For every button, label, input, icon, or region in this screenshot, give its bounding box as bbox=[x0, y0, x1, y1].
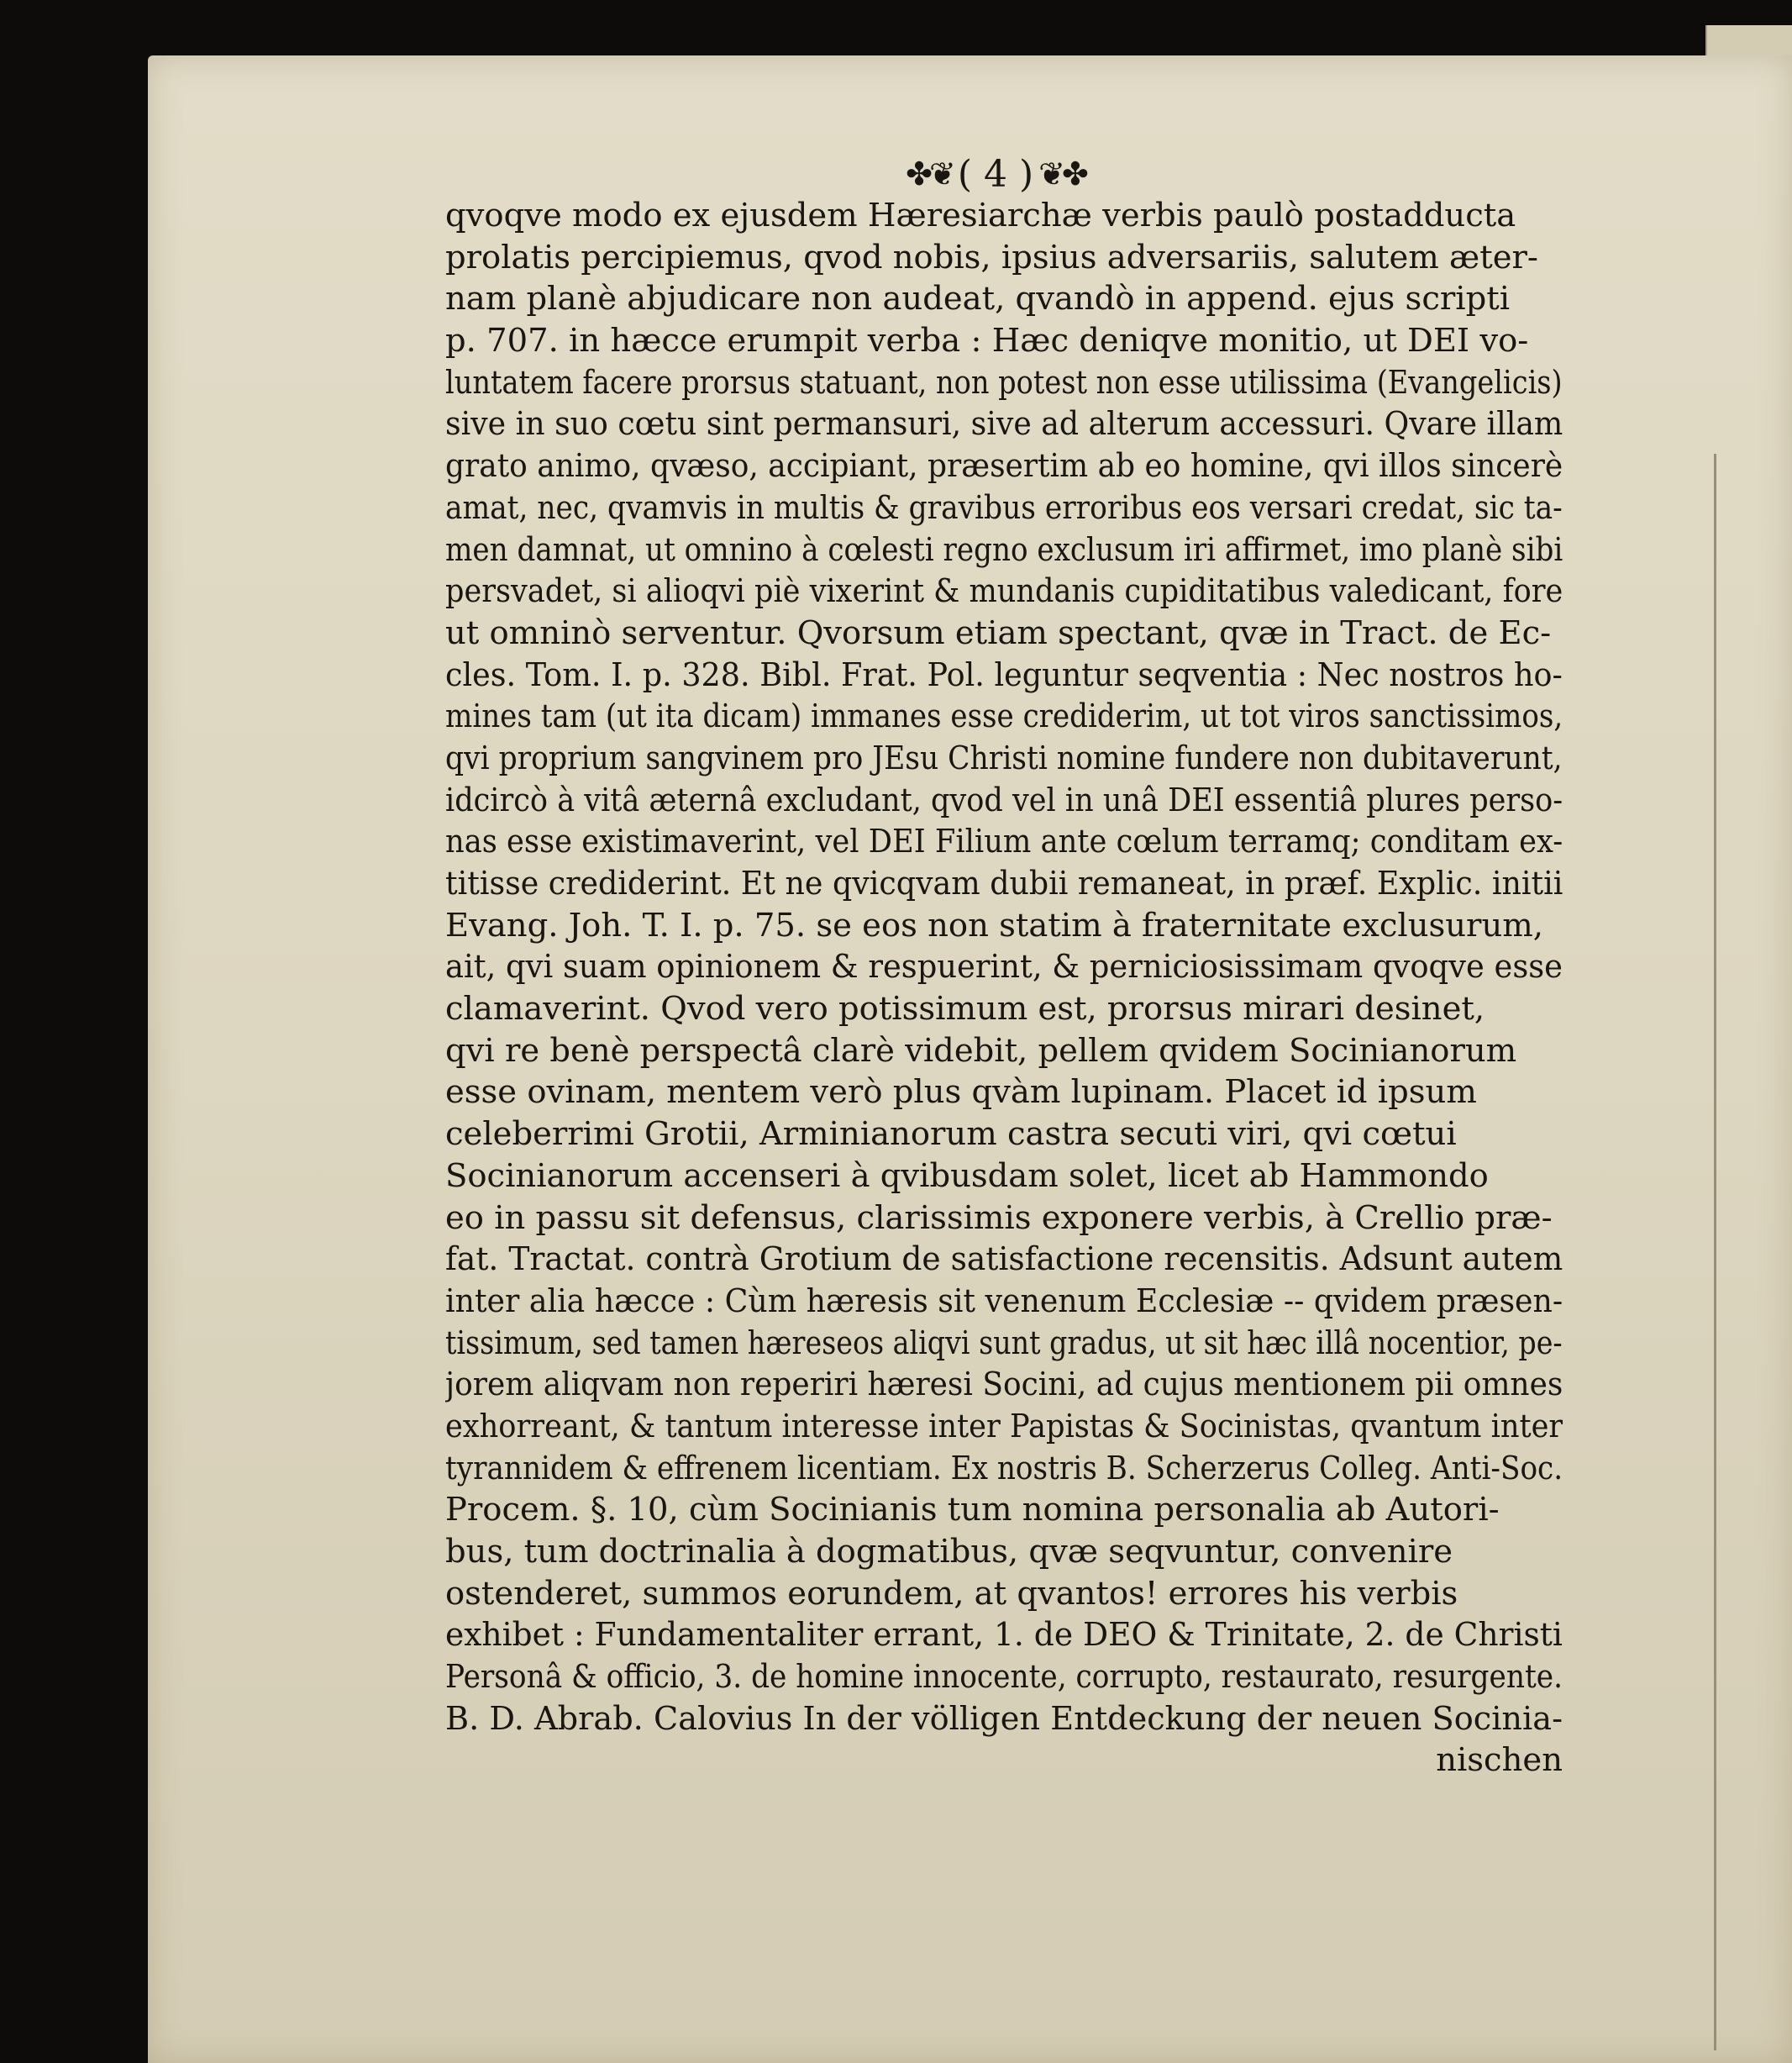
text-line: p. 707. in hæcce erumpit verba : Hæc deniqve monitio, ut DEI vo- bbox=[445, 322, 1529, 360]
page-header bbox=[849, 148, 1143, 200]
text-line: mines tam (ut ita dicam) immanes esse crediderim, ut tot viros sanctissimos, bbox=[445, 697, 1563, 736]
page-gutter-shadow bbox=[1714, 454, 1716, 2050]
text-line: inter alia hæcce : Cùm hæresis sit venenum Ecclesiæ -- qvidem præsen- bbox=[445, 1281, 1563, 1320]
text-line: qvi proprium sangvinem pro JEsu Christi nomine fundere non dubitaverunt, bbox=[445, 739, 1563, 777]
text-line: qvi re benè perspectâ clarè videbit, pellem qvidem Socinianorum bbox=[445, 1031, 1517, 1070]
text-line: Personâ & officio, 3. de homine innocente, corrupto, restaurato, resurgente. bbox=[445, 1658, 1563, 1697]
text-line: titisse crediderint. Et ne qvicqvam dubii remaneat, in præf. Explic. initii bbox=[445, 865, 1563, 903]
text-line: persvadet, si alioqvi piè vixerint & mundanis cupiditatibus valedicant, fore bbox=[445, 572, 1563, 611]
text-line: prolatis percipiemus, qvod nobis, ipsius adversariis, salutem æter- bbox=[445, 238, 1538, 276]
text-line: Socinianorum accenseri à qvibusdam solet, licet ab Hammondo bbox=[445, 1156, 1489, 1195]
text-line: qvoqve modo ex ejusdem Hæresiarchæ verbis paulò postadducta bbox=[445, 197, 1516, 234]
text-line: exhorreant, & tantum interesse inter Papistas & Socinistas, qvantum inter bbox=[445, 1407, 1563, 1445]
text-line: B. D. Abrab. Calovius In der völligen Entdeckung der neuen Socinia- bbox=[445, 1699, 1563, 1738]
ornament-right-icon: ❦✤ bbox=[1038, 155, 1085, 192]
text-line: jorem aliqvam non reperiri hæresi Socini, ad cujus mentionem pii omnes bbox=[445, 1366, 1563, 1404]
body-text bbox=[445, 195, 1563, 1781]
text-line: ut omninò serventur. Qvorsum etiam spectant, qvæ in Tract. de Ec- bbox=[445, 613, 1552, 652]
text-line: nas esse existimaverint, vel DEI Filium ante cœlum terramq; conditam ex- bbox=[445, 823, 1563, 861]
text-line: esse ovinam, mentem verò plus qvàm lupinam. Placet id ipsum bbox=[445, 1073, 1477, 1112]
page-number: ( 4 ) bbox=[957, 152, 1034, 196]
text-line: ostenderet, summos eorundem, at qvantos! errores his verbis bbox=[445, 1574, 1458, 1613]
text-line: sive in suo cœtu sint permansuri, sive ad alterum accessuri. Qvare illam bbox=[445, 405, 1563, 444]
text-line: celeberrimi Grotii, Arminianorum castra secuti viri, qvi cœtui bbox=[445, 1115, 1457, 1154]
text-line: bus, tum doctrinalia à dogmatibus, qvæ seqvuntur, convenire bbox=[445, 1533, 1453, 1571]
text-line: amat, nec, qvamvis in multis & gravibus erroribus eos versari credat, sic ta- bbox=[445, 488, 1563, 527]
text-line: cles. Tom. I. p. 328. Bibl. Frat. Pol. leguntur seqventia : Nec nostros ho- bbox=[445, 655, 1563, 694]
catchword: nischen bbox=[1436, 1741, 1563, 1780]
text-line: clamaverint. Qvod vero potissimum est, prorsus mirari desinet, bbox=[445, 990, 1485, 1029]
text-line: tyrannidem & effrenem licentiam. Ex nostris B. Scherzerus Colleg. Anti-Soc. bbox=[445, 1449, 1563, 1487]
text-line: men damnat, ut omnino à cœlesti regno exclusum iri affirmet, imo planè sibi bbox=[445, 530, 1563, 569]
ornament-left-icon: ✤❦ bbox=[906, 155, 953, 192]
text-line: idcircò à vitâ æternâ excludant, qvod vel in unâ DEI essentiâ plures perso- bbox=[445, 781, 1563, 819]
text-line: tissimum, sed tamen hæreseos aliqvi sunt gradus, ut sit hæc illâ nocentior, pe- bbox=[445, 1324, 1563, 1362]
text-line: eo in passu sit defensus, clarissimis exponere verbis, à Crellio præ- bbox=[445, 1198, 1553, 1237]
text-line: nam planè abjudicare non audeat, qvandò in append. ejus scripti bbox=[445, 280, 1511, 318]
text-line: luntatem facere prorsus statuant, non potest non esse utilissima (Evangelicis) bbox=[445, 363, 1563, 402]
text-line: Evang. Joh. T. I. p. 75. se eos non statim à fraternitate exclusurum, bbox=[445, 906, 1543, 945]
text-line: exhibet : Fundamentaliter errant, 1. de DEO & Trinitate, 2. de Christi bbox=[445, 1616, 1563, 1655]
text-line: Procem. §. 10, cùm Socinianis tum nomina personalia ab Autori- bbox=[445, 1491, 1500, 1529]
text-line: grato animo, qvæso, accipiant, præsertim ab eo homine, qvi illos sincerè bbox=[445, 447, 1563, 486]
text-line: fat. Tractat. contrà Grotium de satisfactione recensitis. Adsunt autem bbox=[445, 1240, 1563, 1279]
text-line: ait, qvi suam opinionem & respuerint, & perniciosissimam qvoqve esse bbox=[445, 948, 1563, 987]
